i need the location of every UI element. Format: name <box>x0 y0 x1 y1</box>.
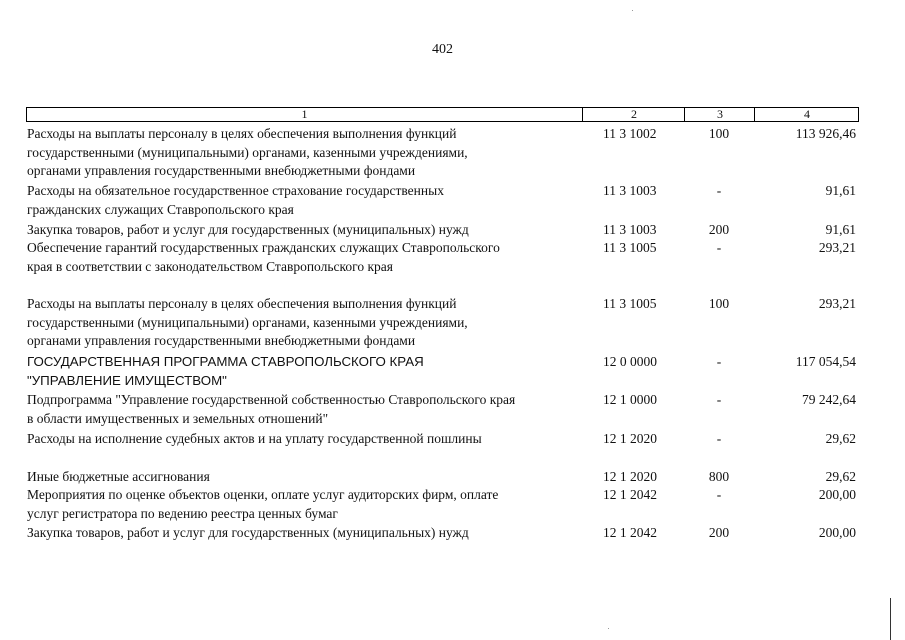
program-code: 11 3 1005 <box>603 296 657 311</box>
program-code: 12 1 2020 <box>603 469 657 484</box>
expense-name: Расходы на обязательное государственное страхование государственных гражданских служащих Ставропольского края <box>27 183 444 217</box>
page-number: 402 <box>432 42 453 57</box>
header-col-2: 2 <box>582 108 685 121</box>
expense-name: Подпрограмма "Управление государственной собственностью Ставропольского края в области имущественных и земельных отношений" <box>27 392 516 426</box>
program-code: 11 3 1003 <box>603 222 657 237</box>
amount: 91,61 <box>825 183 856 198</box>
expense-name: Мероприятия по оценке объектов оценки, оплате услуг аудиторских фирм, оплате услуг регистратора по ведению реестра ценных бумаг <box>27 487 499 521</box>
expense-name: Расходы на исполнение судебных актов и на уплату государственной пошлины <box>27 431 482 446</box>
expense-name: Обеспечение гарантий государственных гражданских служащих Ставропольского края в соответствии с законодательством Ставропольского края <box>27 240 500 274</box>
program-code: 12 0 0000 <box>603 354 657 369</box>
expense-type: - <box>716 183 722 198</box>
table-header <box>26 107 859 122</box>
expense-type: - <box>716 431 722 446</box>
expense-name: Закупка товаров, работ и услуг для государственных (муниципальных) нужд <box>27 525 469 540</box>
program-code: 12 1 2042 <box>603 487 657 502</box>
expense-name: Расходы на выплаты персоналу в целях обеспечения выполнения функций государственными (муниципальными) органами, казенными учреждениями, органами управления государственными внебюджетными фондами <box>27 296 468 348</box>
expense-name: Иные бюджетные ассигнования <box>27 469 210 484</box>
expense-type: - <box>716 240 722 255</box>
expense-type: - <box>716 392 722 407</box>
header-col-1: 1 <box>301 107 308 121</box>
expense-type: 100 <box>708 296 730 311</box>
expense-type: 200 <box>708 525 730 540</box>
header-col-3: 3 <box>684 108 755 121</box>
program-code: 12 1 2020 <box>603 431 657 446</box>
amount: 293,21 <box>818 240 856 255</box>
program-code: 11 3 1003 <box>603 183 657 198</box>
amount: 91,61 <box>825 222 856 237</box>
header-col-4: 4 <box>754 108 859 121</box>
scan-edge-line <box>890 598 891 640</box>
program-code: 12 1 2042 <box>603 525 657 540</box>
amount: 200,00 <box>818 525 856 540</box>
program-code: 11 3 1002 <box>603 126 657 141</box>
expense-type: - <box>716 354 722 369</box>
amount: 29,62 <box>825 431 856 446</box>
expense-type: 100 <box>708 126 730 141</box>
expense-type: 200 <box>708 222 730 237</box>
amount: 29,62 <box>825 469 856 484</box>
amount: 293,21 <box>818 296 856 311</box>
scan-speck <box>632 10 633 11</box>
expense-type: 800 <box>708 469 730 484</box>
program-code: 11 3 1005 <box>603 240 657 255</box>
amount: 117 054,54 <box>795 354 856 369</box>
expense-name: Расходы на выплаты персоналу в целях обеспечения выполнения функций государственными (муниципальными) органами, казенными учреждениями, органами управления государственными внебюджетными фондами <box>27 126 468 178</box>
program-code: 12 1 0000 <box>603 392 657 407</box>
expense-name: Закупка товаров, работ и услуг для государственных (муниципальных) нужд <box>27 222 469 237</box>
amount: 113 926,46 <box>795 126 856 141</box>
expense-type: - <box>716 487 722 502</box>
amount: 79 242,64 <box>802 392 856 407</box>
amount: 200,00 <box>818 487 856 502</box>
expense-name: ГОСУДАРСТВЕННАЯ ПРОГРАММА СТАВРОПОЛЬСКОГО КРАЯ "УПРАВЛЕНИЕ ИМУЩЕСТВОМ" <box>27 354 424 388</box>
scan-speck <box>608 628 609 629</box>
